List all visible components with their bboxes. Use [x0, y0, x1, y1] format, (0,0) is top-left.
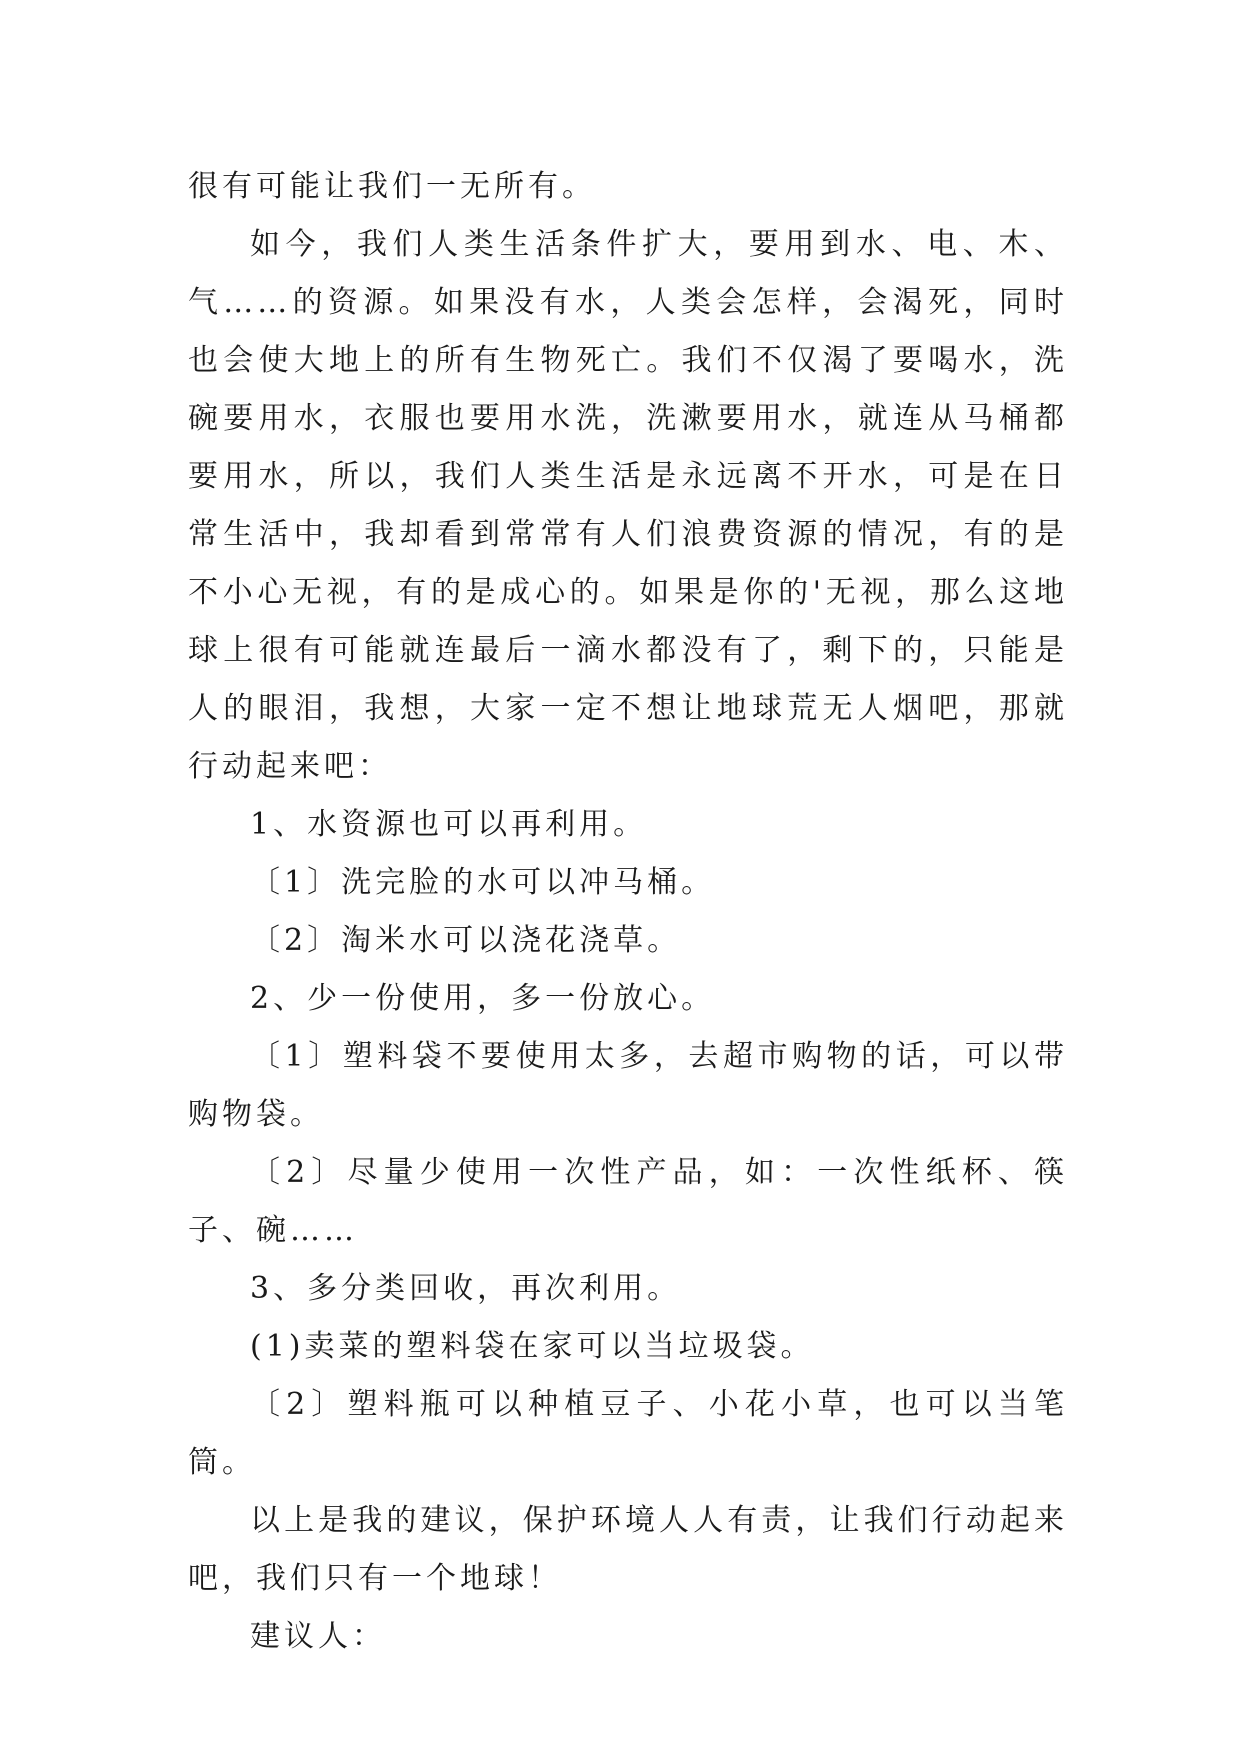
list-item-2-1: 〔1〕塑料袋不要使用太多，去超市购物的话，可以带购物袋。	[188, 1039, 1068, 1132]
closing-paragraph: 以上是我的建议，保护环境人人有责，让我们行动起来吧，我们只有一个地球！	[188, 1503, 1068, 1596]
list-heading-1: 1、水资源也可以再利用。	[250, 807, 648, 842]
signature-line: 建议人：	[250, 1619, 386, 1654]
list-item-3-1: (1)卖菜的塑料袋在家可以当垃圾袋。	[250, 1329, 815, 1364]
list-item-1-1: 〔1〕洗完脸的水可以冲马桶。	[250, 865, 716, 900]
paragraph-2: 如今，我们人类生活条件扩大，要用到水、电、木、气……的资源。如果没有水，人类会怎样，会渴死，同时也会使大地上的所有生物死亡。我们不仅渴了要喝水，洗碗要用水，衣服也要用水洗，洗漱要用水，就连从马桶都要用水，所以，我们人类生活是永远离不开水，可是在日常生活中，我却看到常常有人们浪费资源的情况，有的是不小心无视，有的是成心的。如果是你的'无视，那么这地球上很有可能就连最后一滴水都没有了，剩下的，只能是人的眼泪，我想，大家一定不想让地球荒无人烟吧，那就行动起来吧：	[188, 227, 1068, 784]
document-body	[188, 158, 1068, 1666]
list-heading-3: 3、多分类回收，再次利用。	[250, 1271, 682, 1306]
list-heading-2: 2、少一份使用，多一份放心。	[250, 981, 716, 1016]
list-item-1-2: 〔2〕淘米水可以浇花浇草。	[250, 923, 682, 958]
list-item-3-2: 〔2〕塑料瓶可以种植豆子、小花小草，也可以当笔筒。	[188, 1387, 1068, 1480]
paragraph-1: 很有可能让我们一无所有。	[188, 169, 596, 204]
list-item-2-2: 〔2〕尽量少使用一次性产品，如：一次性纸杯、筷子、碗……	[188, 1155, 1068, 1248]
